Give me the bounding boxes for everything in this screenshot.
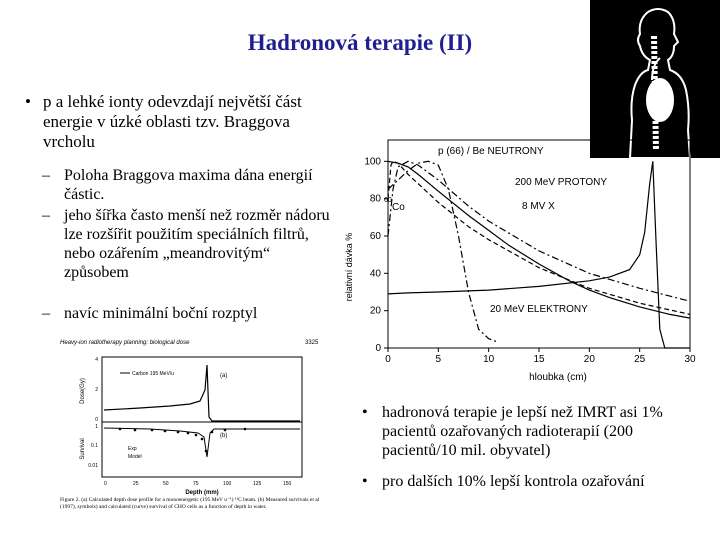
sub-bullet-text: Poloha Braggova maxima dána energií částic. (64, 167, 313, 203)
legend-exp: Exp (128, 446, 137, 452)
x-tick-2: 50 (163, 481, 169, 487)
y-tick-label: 100 (364, 156, 381, 168)
curve-label-cobalt: Co (392, 202, 405, 213)
bottom-panel-curve (104, 428, 300, 457)
dash-symbol: – (42, 167, 50, 184)
small-figure-xlabel: Depth (mm) (185, 490, 219, 496)
sub-bullet-text: navíc minimální boční rozptyl (64, 305, 258, 322)
dash-symbol: – (42, 207, 50, 224)
depth-dose-chart (340, 132, 720, 397)
x-tick-5: 125 (253, 481, 262, 487)
chart-frame (388, 140, 690, 348)
x-tick-label: 30 (684, 354, 696, 365)
x-tick-6: 150 (283, 481, 292, 487)
bottom-tick-1: 0.1 (91, 443, 98, 449)
curve-label-electron: 20 MeV ELEKTRONY (490, 304, 588, 315)
x-tick-label: 15 (533, 354, 545, 365)
curve-label-cobalt-sup: 60 (384, 197, 392, 204)
slide-title: Hadronová terapie (II) (247, 30, 473, 55)
curve-label-neutron: p (66) / Be NEUTRONY (438, 146, 544, 157)
small-figure (60, 335, 335, 535)
bullet-symbol: • (362, 473, 368, 490)
y-tick-label: 60 (369, 231, 381, 242)
sub-bullet-text: jeho šířka často menší než rozměr nádoru lze rozšířit použitím speciálních filtrů, nebo ozářením „meandrovitým“ způsobem (64, 207, 330, 281)
panel-a-label: (a) (220, 373, 228, 379)
x-tick-4: 100 (223, 481, 232, 487)
bullet-text: p a lehké ionty odevzdají největší část energie v úzké oblasti tzv. Braggova vrcholu (43, 92, 302, 151)
y-tick-label: 20 (369, 305, 381, 317)
x-axis-label: hloubka (cm) (529, 372, 587, 383)
x-tick-label: 0 (385, 354, 391, 365)
chart-axes (364, 140, 696, 365)
x-tick-0: 0 (104, 481, 107, 487)
small-figure-page: 3325 (305, 340, 319, 346)
series-line-4 (388, 161, 499, 342)
right-bullet-text: pro dalších 10% lepší kontrola ozařování (382, 473, 645, 490)
x-tick-label: 25 (634, 354, 646, 365)
top-tick-0: 0 (95, 417, 98, 423)
bullet-symbol: • (25, 92, 31, 111)
panel-b-label: (b) (220, 433, 228, 439)
bottom-tick-0: 1 (95, 424, 98, 430)
y-tick-label: 40 (369, 268, 381, 280)
curve-label-xray: 8 MV X (522, 201, 555, 212)
chart-labels (344, 146, 607, 383)
bottom-tick-2: 0.01 (88, 463, 98, 469)
curve-label-proton: 200 MeV PROTONY (515, 177, 608, 188)
x-tick-1: 25 (133, 481, 139, 487)
y-tick-label: 0 (375, 343, 381, 354)
top-panel-frame (102, 357, 302, 422)
legend-line-label: Carbon 195 MeV/u (132, 371, 174, 377)
legend-model: Model (128, 454, 142, 460)
small-figure-caption: Figure 2. (a) Calculated depth dose profile for a monoenergetic (195 MeV u⁻¹) ¹²C beam. (b) Measured survivals et al (1997), symbols) and calculated (curve) survival of CHO cells as a function of depth in water. (60, 497, 320, 510)
x-tick-3: 75 (193, 481, 199, 487)
series-line-1 (388, 161, 690, 348)
x-tick-label: 10 (483, 354, 495, 365)
y-tick-label: 80 (369, 193, 381, 205)
y-axis-label: relativní dávka % (344, 232, 354, 302)
right-bullet-text: hadronová terapie je lepší než IMRT asi 1% pacientů ozařovaných radioterapií (200 pacientů/10 mil. obyvatel) (382, 404, 663, 459)
dash-symbol: – (42, 305, 50, 322)
bottom-panel-ylabel: Survival (80, 438, 86, 460)
chart-series (388, 161, 690, 348)
small-figure-header: Heavy-ion radiotherapy planning: biological dose (60, 340, 190, 346)
small-figure-caption-box (60, 497, 330, 535)
top-tick-1: 2 (95, 387, 98, 393)
top-panel-ylabel: Dose(Gy) (80, 378, 86, 404)
x-tick-label: 5 (435, 354, 442, 365)
x-tick-label: 20 (583, 354, 595, 365)
top-tick-2: 4 (95, 357, 98, 363)
bullet-symbol: • (362, 404, 368, 421)
